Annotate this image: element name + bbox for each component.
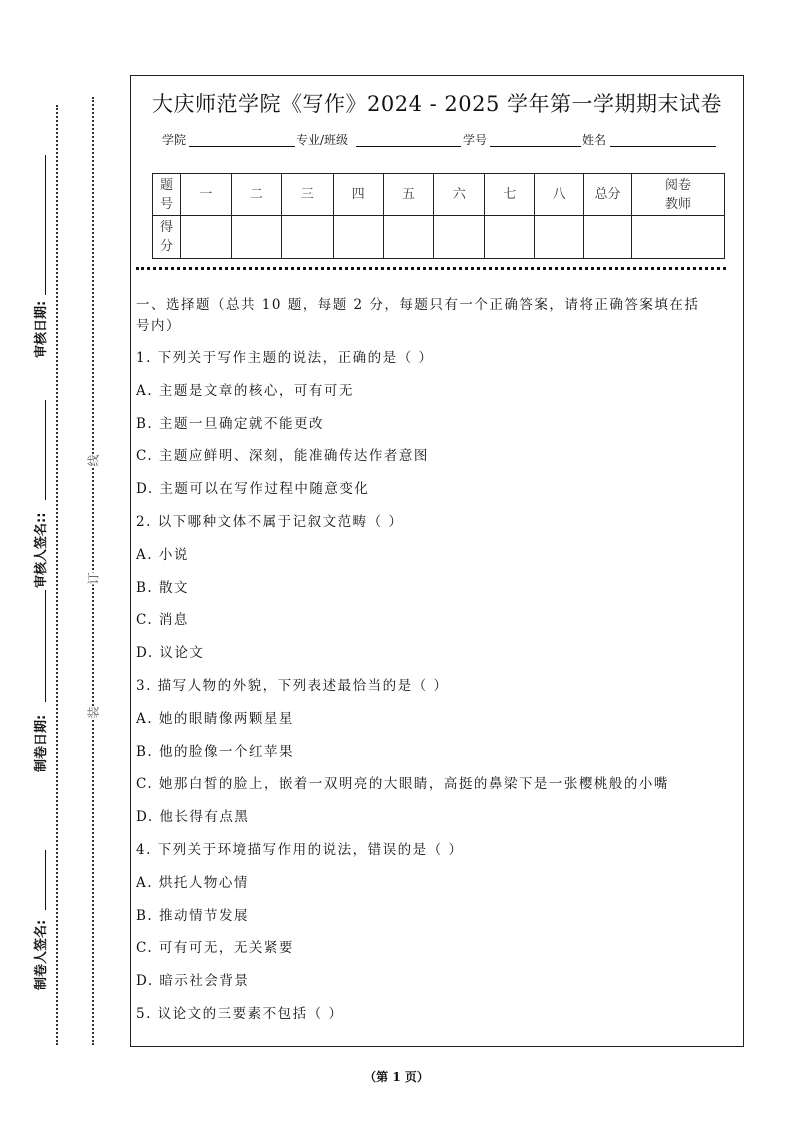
col-1: 一 bbox=[180, 174, 231, 216]
binding-dotted-line-outer bbox=[56, 105, 58, 1045]
score-cell[interactable] bbox=[281, 216, 333, 259]
answer-option: D. 暗示社会背景 bbox=[136, 973, 250, 990]
answer-option: A. 主题是文章的核心，可有可无 bbox=[136, 382, 354, 399]
answer-option: C. 消息 bbox=[136, 612, 189, 629]
field-student-id-blank[interactable] bbox=[490, 131, 581, 147]
score-cell[interactable] bbox=[333, 216, 383, 259]
binding-dotted-line-inner bbox=[92, 97, 94, 1045]
question-stem: 5. 议论文的三要素不包括（ ） bbox=[136, 1006, 344, 1022]
field-name-blank[interactable] bbox=[610, 131, 716, 147]
review-date-line bbox=[45, 155, 46, 295]
field-major-class-blank[interactable] bbox=[356, 131, 461, 147]
margin-label-review-date: 审核日期: bbox=[34, 300, 49, 358]
col-6: 六 bbox=[434, 174, 485, 216]
answer-option: C. 可有可无，无关紧要 bbox=[136, 940, 294, 957]
col-3: 三 bbox=[281, 174, 333, 216]
binding-char-ding: 订 bbox=[86, 572, 101, 585]
col-total: 总分 bbox=[584, 174, 632, 216]
field-label-name: 姓名 bbox=[582, 133, 607, 147]
answer-option: B. 散文 bbox=[136, 579, 190, 596]
question-stem: 4. 下列关于环境描写作用的说法，错误的是（ ） bbox=[136, 842, 464, 858]
col-8: 八 bbox=[535, 174, 584, 216]
answer-option: D. 他长得有点黑 bbox=[136, 809, 250, 826]
binding-char-xian: 线 bbox=[86, 454, 101, 467]
answer-option: D. 主题可以在写作过程中随意变化 bbox=[136, 481, 370, 498]
field-college-blank[interactable] bbox=[189, 131, 295, 147]
field-label-college: 学院 bbox=[162, 133, 187, 147]
maker-date-line bbox=[45, 590, 46, 702]
col-2: 二 bbox=[231, 174, 281, 216]
row-label-score: 得分 bbox=[153, 216, 181, 259]
score-cell[interactable] bbox=[485, 216, 535, 259]
score-cell[interactable] bbox=[632, 216, 725, 259]
section-heading-cont: 号内） bbox=[136, 318, 181, 334]
exam-title: 大庆师范学院《写作》2024 - 2025 学年第一学期期末试卷 bbox=[151, 92, 722, 116]
score-cell[interactable] bbox=[434, 216, 485, 259]
answer-option: A. 她的眼睛像两颗星星 bbox=[136, 710, 294, 727]
margin-label-maker-date: 制卷日期: bbox=[34, 714, 49, 772]
col-4: 四 bbox=[333, 174, 383, 216]
col-5: 五 bbox=[383, 174, 434, 216]
question-stem: 1. 下列关于写作主题的说法，正确的是（ ） bbox=[136, 350, 434, 366]
score-cell[interactable] bbox=[231, 216, 281, 259]
answer-option: C. 她那白皙的脸上，嵌着一双明亮的大眼睛，高挺的鼻梁下是一张樱桃般的小嘴 bbox=[136, 776, 669, 793]
score-cell[interactable] bbox=[383, 216, 434, 259]
answer-option: C. 主题应鲜明、深刻，能准确传达作者意图 bbox=[136, 448, 429, 465]
row-label-question-number: 题号 bbox=[153, 174, 181, 216]
section-heading: 一、选择题（总共 10 题，每题 2 分，每题只有一个正确答案，请将正确答案填在括 bbox=[136, 297, 700, 313]
answer-option: A. 烘托人物心情 bbox=[136, 874, 249, 891]
score-cell[interactable] bbox=[584, 216, 632, 259]
separator-dotted-line bbox=[136, 267, 726, 270]
question-stem: 3. 描写人物的外貌，下列表述最恰当的是（ ） bbox=[136, 678, 449, 694]
margin-label-maker-signature: 制卷人签名: bbox=[34, 919, 49, 990]
margin-label-reviewer-signature: 审核人签名:: bbox=[34, 512, 49, 588]
answer-option: B. 推动情节发展 bbox=[136, 907, 250, 924]
binding-char-zhuang: 装 bbox=[86, 706, 101, 719]
reviewer-signature-line bbox=[45, 400, 46, 500]
maker-signature-line bbox=[45, 850, 46, 910]
col-7: 七 bbox=[485, 174, 535, 216]
field-label-student-id: 学号 bbox=[463, 133, 488, 147]
score-table bbox=[152, 173, 725, 259]
question-stem: 2. 以下哪种文体不属于记叙文范畴（ ） bbox=[136, 514, 404, 530]
score-table-score-row bbox=[153, 216, 725, 259]
col-grader: 阅卷教师 bbox=[632, 174, 725, 216]
answer-option: D. 议论文 bbox=[136, 645, 205, 662]
page-number: （第 1 页） bbox=[364, 1070, 429, 1084]
field-label-major-class: 专业/班级 bbox=[296, 133, 349, 147]
score-cell[interactable] bbox=[180, 216, 231, 259]
score-table-header-row bbox=[153, 174, 725, 216]
score-cell[interactable] bbox=[535, 216, 584, 259]
answer-option: B. 他的脸像一个红苹果 bbox=[136, 743, 295, 760]
answer-option: A. 小说 bbox=[136, 546, 189, 563]
answer-option: B. 主题一旦确定就不能更改 bbox=[136, 415, 325, 432]
